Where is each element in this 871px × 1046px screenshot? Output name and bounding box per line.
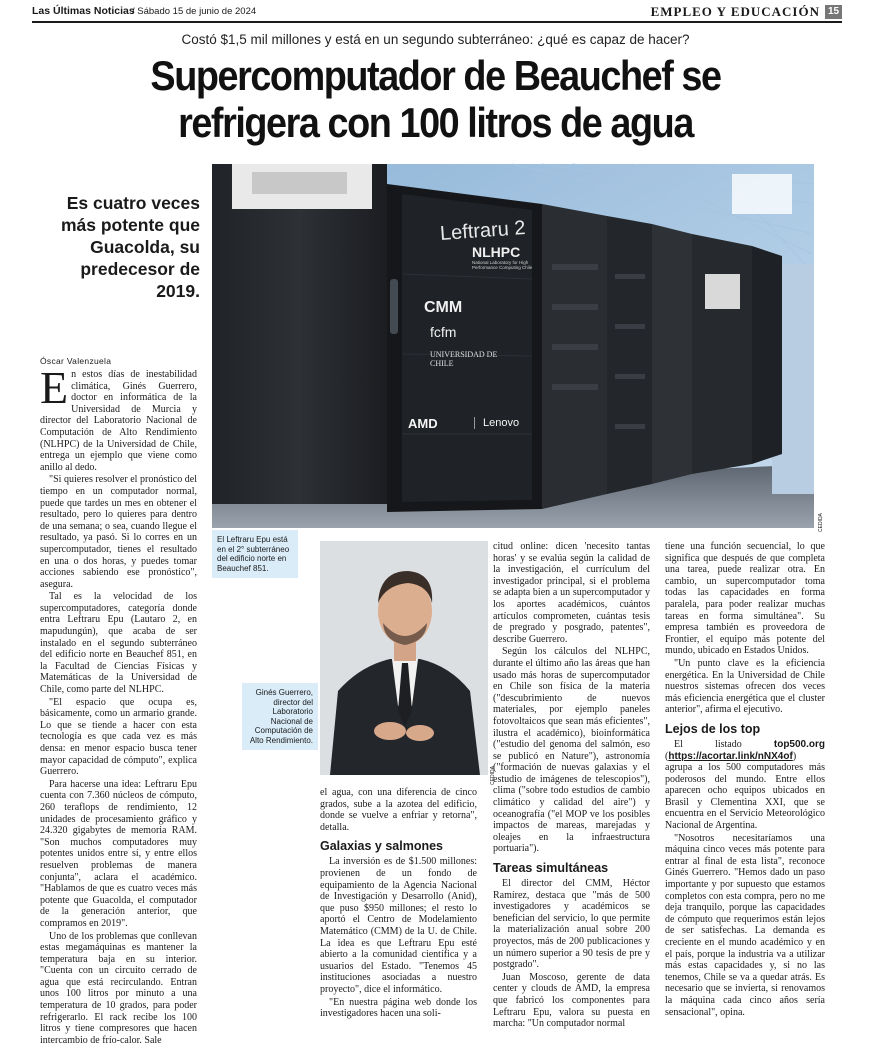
nlhpc-logo-text: NLHPC <box>450 244 535 260</box>
col4-p3-text-c: ) agrupa a los 500 computadores más poderosos del mundo. Entre ellos aparecen ocho equipos ubicados en Brasil y Clementina XXI, que se encuentra en el Servicio Meteorológico Nacional de Argentina. <box>665 751 825 832</box>
col4-p3-text-b: ( <box>665 751 668 762</box>
col4-paragraph-3 <box>665 739 825 832</box>
column-4 <box>665 541 825 1021</box>
header-rule <box>32 21 842 23</box>
nlhpc-logo <box>450 244 535 270</box>
col3-paragraph-2: Según los cálculos del NLHPC, durante el último año las áreas que han usado más horas de supercomputador en Chile son física de la materia ("descubrimiento de nuevos materiales, por ejemplo paneles fotovoltaicos que sean más eficientes", ilustra el académico), bioinformática ("estudio del genoma del salmón, eso se publicó en Nature"), astronomía ("formación de nuevas galaxias y el estudio de imágenes de telescopios"), clima ("sobre todo estudios de cambio climático y calidad del aire") y oceanografía ("el MOP ve los posibles impactos de mareas, marejadas y oleajes en la infraestructura portuaria"). <box>493 646 650 855</box>
summary-deck: Es cuatro veces más potente que Guacolda, su predecesor de 2019. <box>40 192 200 302</box>
cmm-logo: CMM <box>424 299 462 317</box>
kicker: Costó $1,5 mil millones y está en un segundo subterráneo: ¿qué es capaz de hacer? <box>0 32 871 47</box>
column-3 <box>493 541 650 1021</box>
subhead-tareas: Tareas simultáneas <box>493 861 650 875</box>
acortar-link[interactable]: https://acortar.link/nNX4of <box>668 751 792 762</box>
top500-link[interactable]: top500.org <box>774 739 825 750</box>
col4-paragraph-2: "Un punto clave es la eficiencia energética. En la Universidad de Chile nuestros sistemas ofrecen dos veces más eficiencia energética que el cluster anterior", afirma el ejecutivo. <box>665 658 825 716</box>
col1-paragraph-5: Para hacerse una idea: Leftraru Epu cuenta con 7.360 núcleos de cómputo, 260 teraflops de rendimiento, 12 unidades de procesamiento gráfico y 24.320 gigabytes de memoria RAM. "Son muchos computadores muy potentes unidos entre sí, y entre ellos resuelven problemas de manera conjunta", aclara el académico. "Hablamos de que es cuatro veces más potente que Guacolda, el computador de la generación anterior, que compramos en 2019". <box>40 779 197 930</box>
page-header <box>32 4 842 21</box>
col3-paragraph-1: citud online: dicen 'necesito tantas horas' y se evalúa según la calidad de la investigación, el currículum del investigador principal, si el problema se adapta bien a un supercomputador y los aportes académicos, cuántos artículos comprometen, cuántas tesis de pregrado y posgrado, patentes", describe Guerrero. <box>493 541 650 645</box>
amd-logo: AMD <box>408 416 438 431</box>
main-photo-caption: El Leftraru Epu está en el 2° subterráneo del edificio norte en Beauchef 851. <box>212 530 298 578</box>
portrait-caption: Ginés Guerrero, director del Laboratorio Nacional de Computación de Alto Rendimiento. <box>242 683 318 750</box>
photo-credit: CEDIDA <box>818 502 824 532</box>
col4-paragraph-4: "Nosotros necesitaríamos una máquina cinco veces más potente para entrar al final de esta lista", reconoce Ginés Guerrero. "Hemos dado un paso importante y por supuesto que estamos completos con esta compra, pero no me deja tranquilo, porque las capacidades de cómputo que requerimos están lejos de ser satisfechas. La demanda es creciente en el mundo académico y en el país, porque la industria va a utilizar más estas capacidades y, si no las tenemos, Chile se va a quedar atrás. Es necesario que se invierta, si renovamos la máquina cada cinco años sería sensacional", opina. <box>665 833 825 1019</box>
byline: Óscar Valenzuela <box>40 356 111 366</box>
portrait-credit: CEDIDA <box>490 766 496 785</box>
col4-p3-text-a: El listado <box>674 739 774 750</box>
headline-line-2: refrigera con 100 litros de agua <box>44 99 828 146</box>
page-number: 15 <box>825 5 842 19</box>
column-1 <box>40 369 197 1021</box>
headline-line-1: Supercomputador de Beauchef se <box>44 52 828 99</box>
subhead-galaxias: Galaxias y salmones <box>320 839 477 853</box>
col2-paragraph-2: La inversión es de $1.500 millones: provienen de un fondo de equipamiento de la Agencia Nacional de Investigación y Desarrollo (Anid), que puso $950 millones; el resto lo aportó el Centro de Modelamiento Matemático (CMM) de la U. de Chile. La idea es que Leftraru Epu esté abierto a la comunidad científica y a usuarios del Estado. "Tenemos 45 instituciones asociadas a nuestro proyecto", dice el informático. <box>320 856 477 995</box>
subhead-lejos: Lejos de los top <box>665 722 825 736</box>
col1-paragraph-1: n estos días de inestabilidad climática, Ginés Guerrero, doctor en informática de la Universidad de Murcia y director del Laboratorio Nacional de Computación de Alto Rendimiento (NLHPC) de la Universidad de Chile, entrega un ejemplo que viene como anillo al dedo. <box>40 369 197 473</box>
dropcap: E <box>40 370 68 406</box>
col4-paragraph-1: tiene una función secuencial, lo que significa que después de que completa una tarea, puede realizar otra. En cambio, un supercomputador toma todas las capacidades en forma paralela, para poder realizar muchas tareas en forma simultánea". Su empresa también es proveedora de Frontier, el equipo más potente del mundo, ubicado en Estados Unidos. <box>665 541 825 657</box>
fcfm-logo: fcfm <box>430 324 456 340</box>
col2-paragraph-3: "En nuestra página web donde los investigadores hacen una soli- <box>320 997 477 1020</box>
column-2 <box>320 787 477 1021</box>
issue-date: / Sábado 15 de junio de 2024 <box>132 6 256 17</box>
uchile-logo: UNIVERSIDAD DE CHILE <box>430 350 500 368</box>
section-name: EMPLEO Y EDUCACIÓN <box>651 4 820 20</box>
col1-paragraph-6: Uno de los problemas que conllevan estas megamáquinas es mantener la temperatura baja en su interior. "Cuenta con un circuito cerrado de agua que está recirculando. Entran unos 100 litros por minuto a una temperatura de 10 grados, para poder refrigerarlo. El rack recibe los 100 litros y tiene compresores que hacen intercambio de frío-calor. Sale <box>40 931 197 1046</box>
main-photo <box>212 164 814 528</box>
col2-paragraph-1: el agua, con una diferencia de cinco grados, sube a la azotea del edificio, donde se vuelve a enfriar y retorna", detalla. <box>320 787 477 833</box>
cabinet-label: Leftraru 2 <box>439 217 526 246</box>
portrait-photo <box>320 541 488 775</box>
col3-paragraph-4: Juan Moscoso, gerente de data center y clouds de AMD, la empresa que fabricó los componentes para Leftraru Epu, valora su puesta en marcha: "Un computador normal <box>493 972 650 1030</box>
newspaper-name: Las Últimas Noticias <box>32 5 135 17</box>
headline <box>44 52 828 146</box>
col3-paragraph-3: El director del CMM, Héctor Ramírez, destaca que "más de 500 investigadores y académicos se benefician del servicio, lo que permite la materialización anual sobre 200 proyectos, más de 200 publicaciones y un número superior a 90 tesis de pre y postgrado". <box>493 878 650 971</box>
lenovo-logo: Lenovo <box>474 417 519 429</box>
nlhpc-logo-subtext: National Laboratory for High Performance Computing Chile <box>450 260 535 270</box>
portrait-illustration <box>320 541 488 775</box>
col1-paragraph-2: "Si quieres resolver el pronóstico del tiempo en un computador normal, puede que tardes un mes en obtener el resultado, pero lo quieres para dentro de una semana; o sea, cuando llegue el resultado, ya pasó. Si lo corres en un supercomputador, tienes el resultado en una o dos horas, y puedes tomar acciones sabiendo ese pronóstico", asegura. <box>40 474 197 590</box>
col1-paragraph-4: "El espacio que ocupa es, básicamente, como un armario grande. Lo que se tiende a hacer con esta tecnología es que cada vez es más densa: en menor espacio busca tener mayor capacidad de cómputo", explica Guerrero. <box>40 697 197 778</box>
col1-paragraph-3: Tal es la velocidad de los supercomputadores, categoría donde entra Leftraru Epu (Lautaro 2, en mapudungún), que acaba de ser instalado en el segundo subterráneo del edificio norte en Beauchef 851, en la Facultad de Ciencias Físicas y Matemáticas de la Universidad de Chile, como parte del NLHPC. <box>40 591 197 695</box>
